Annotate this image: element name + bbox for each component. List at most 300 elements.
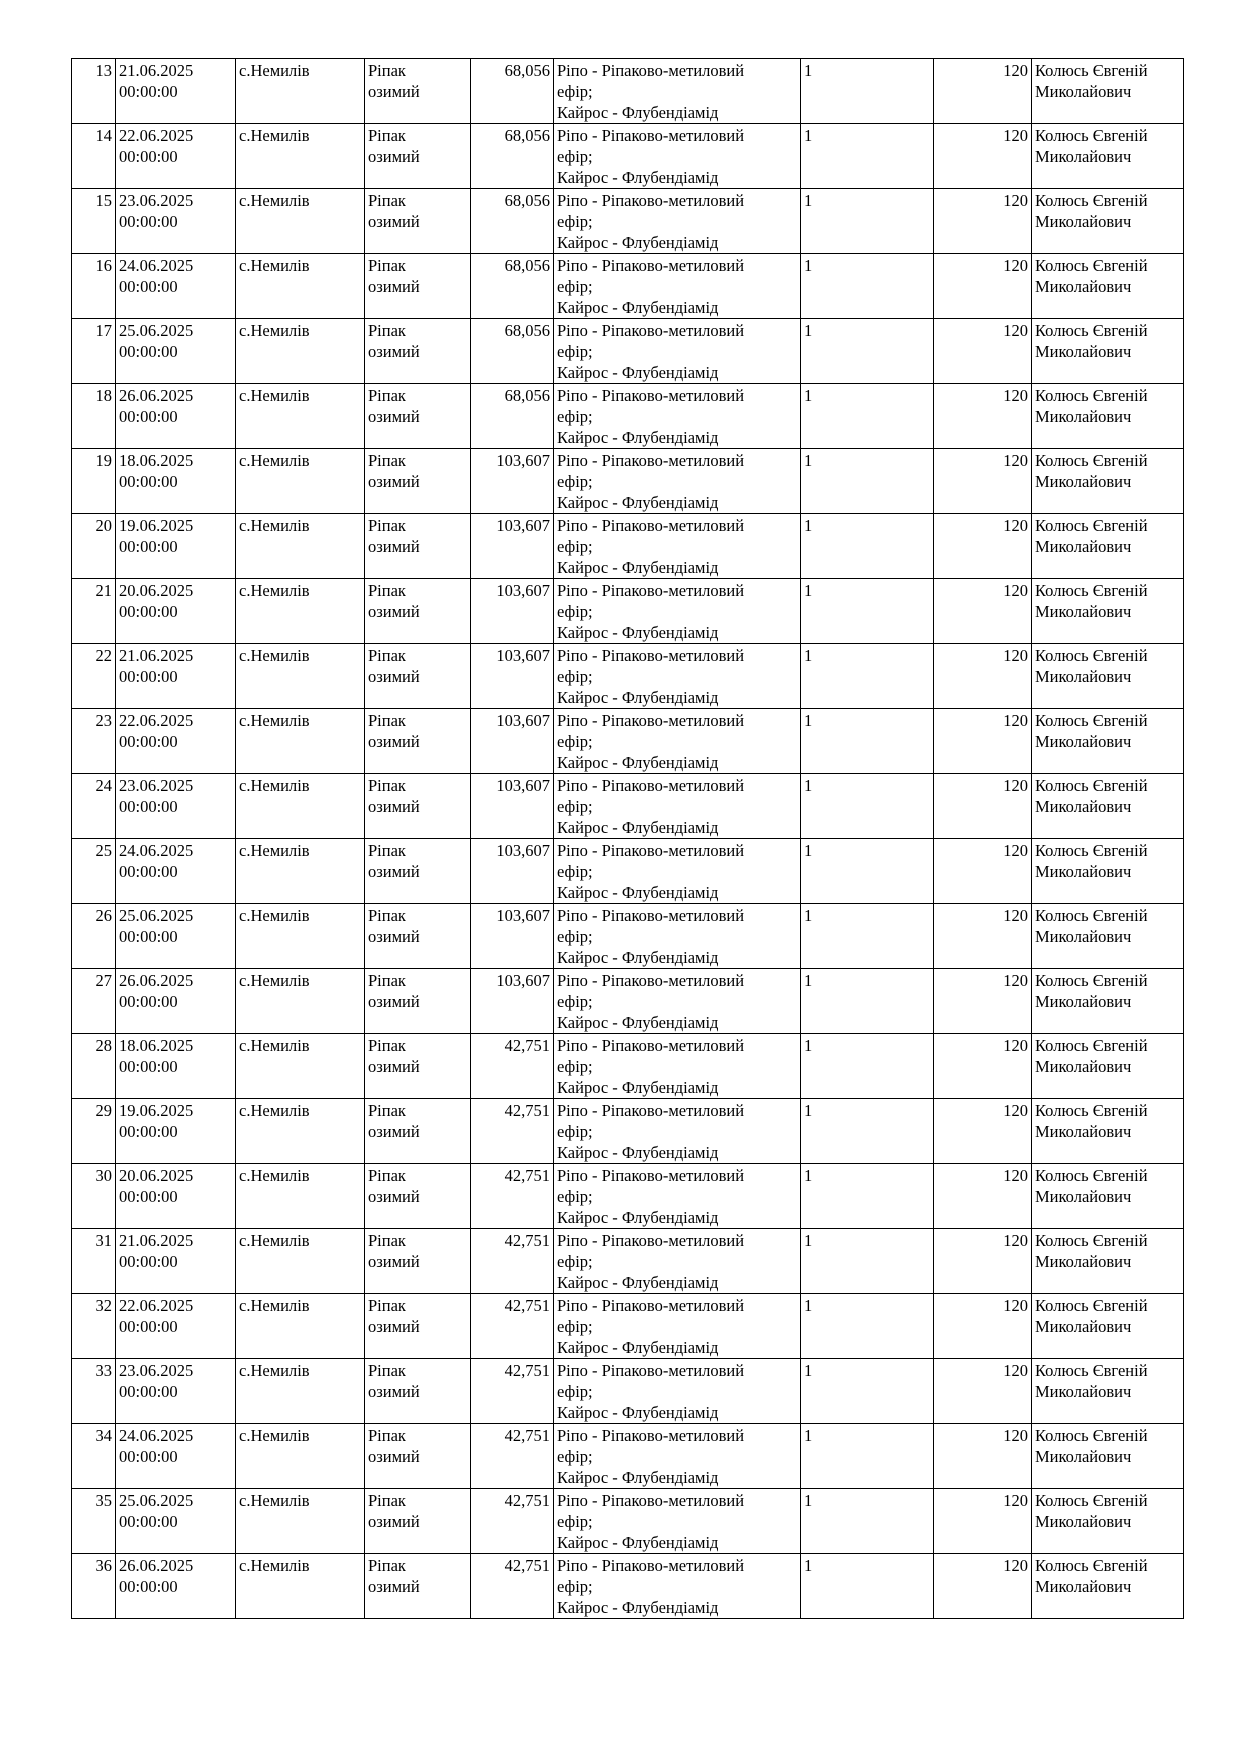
time-text: 00:00:00 xyxy=(119,862,178,881)
time-text: 00:00:00 xyxy=(119,992,178,1011)
preparation-line: ефір; xyxy=(557,277,593,296)
responsible-name: Колюсь Євгеній xyxy=(1035,126,1148,145)
quantity-cell xyxy=(801,709,934,774)
responsible-cell xyxy=(1032,189,1184,254)
preparation-line: ефір; xyxy=(557,1122,593,1141)
crop-cell xyxy=(365,1489,471,1554)
village-text: с.Немилів xyxy=(239,841,310,860)
village-cell xyxy=(236,189,365,254)
row-number-cell xyxy=(72,1294,116,1359)
time-text: 00:00:00 xyxy=(119,1187,178,1206)
date-text: 20.06.2025 xyxy=(119,1166,194,1185)
row-number-cell xyxy=(72,1359,116,1424)
quantity-value: 1 xyxy=(804,516,813,535)
crop-type: озимий xyxy=(368,667,420,686)
preparation-line: Кайрос - Флубендіамід xyxy=(557,1533,719,1552)
time-text: 00:00:00 xyxy=(119,927,178,946)
responsible-name: Колюсь Євгеній xyxy=(1035,776,1148,795)
time-text: 00:00:00 xyxy=(119,1447,178,1466)
preparation-line: Кайрос - Флубендіамід xyxy=(557,363,719,382)
row-number: 34 xyxy=(95,1426,112,1445)
preparation-line: Кайрос - Флубендіамід xyxy=(557,233,719,252)
table-row xyxy=(72,449,1184,514)
responsible-name: Колюсь Євгеній xyxy=(1035,191,1148,210)
responsible-patronymic: Миколайович xyxy=(1035,407,1132,426)
preparation-cell xyxy=(554,1099,801,1164)
row-number-cell xyxy=(72,644,116,709)
area-value: 103,607 xyxy=(496,646,550,665)
responsible-cell xyxy=(1032,904,1184,969)
preparation-line: Кайрос - Флубендіамід xyxy=(557,1598,719,1617)
preparation-line: ефір; xyxy=(557,472,593,491)
responsible-name: Колюсь Євгеній xyxy=(1035,1296,1148,1315)
table-row xyxy=(72,1164,1184,1229)
row-number: 32 xyxy=(95,1296,112,1315)
date-text: 19.06.2025 xyxy=(119,1101,194,1120)
date-text: 23.06.2025 xyxy=(119,191,194,210)
quantity-cell xyxy=(801,1034,934,1099)
date-text: 19.06.2025 xyxy=(119,516,194,535)
date-text: 24.06.2025 xyxy=(119,256,194,275)
village-text: с.Немилів xyxy=(239,1556,310,1575)
crop-name: Ріпак xyxy=(368,906,406,925)
responsible-patronymic: Миколайович xyxy=(1035,1382,1132,1401)
table-row xyxy=(72,189,1184,254)
quantity-cell xyxy=(801,969,934,1034)
responsible-name: Колюсь Євгеній xyxy=(1035,581,1148,600)
preparation-cell xyxy=(554,1294,801,1359)
area-cell xyxy=(471,514,554,579)
preparation-line: ефір; xyxy=(557,862,593,881)
table-row xyxy=(72,1554,1184,1619)
rate-cell xyxy=(934,1294,1032,1359)
crop-name: Ріпак xyxy=(368,451,406,470)
preparation-line: ефір; xyxy=(557,797,593,816)
crop-type: озимий xyxy=(368,407,420,426)
responsible-name: Колюсь Євгеній xyxy=(1035,386,1148,405)
responsible-name: Колюсь Євгеній xyxy=(1035,256,1148,275)
crop-name: Ріпак xyxy=(368,126,406,145)
quantity-value: 1 xyxy=(804,1491,813,1510)
table-row xyxy=(72,1229,1184,1294)
quantity-cell xyxy=(801,839,934,904)
crop-type: озимий xyxy=(368,1187,420,1206)
responsible-name: Колюсь Євгеній xyxy=(1035,451,1148,470)
quantity-cell xyxy=(801,1554,934,1619)
quantity-value: 1 xyxy=(804,841,813,860)
village-text: с.Немилів xyxy=(239,906,310,925)
row-number: 30 xyxy=(95,1166,112,1185)
date-cell xyxy=(116,839,236,904)
crop-cell xyxy=(365,1099,471,1164)
crop-type: озимий xyxy=(368,927,420,946)
date-text: 21.06.2025 xyxy=(119,1231,194,1250)
row-number: 26 xyxy=(95,906,112,925)
date-text: 22.06.2025 xyxy=(119,1296,194,1315)
area-value: 68,056 xyxy=(504,386,550,405)
area-cell xyxy=(471,1099,554,1164)
village-cell xyxy=(236,514,365,579)
rate-value: 120 xyxy=(1003,711,1028,730)
area-cell xyxy=(471,1424,554,1489)
quantity-value: 1 xyxy=(804,1426,813,1445)
rate-value: 120 xyxy=(1003,971,1028,990)
preparation-line: ефір; xyxy=(557,1382,593,1401)
date-text: 23.06.2025 xyxy=(119,1361,194,1380)
row-number: 16 xyxy=(95,256,112,275)
village-cell xyxy=(236,384,365,449)
preparation-cell xyxy=(554,1034,801,1099)
village-cell xyxy=(236,709,365,774)
crop-name: Ріпак xyxy=(368,191,406,210)
area-cell xyxy=(471,1164,554,1229)
row-number: 23 xyxy=(95,711,112,730)
responsible-cell xyxy=(1032,1164,1184,1229)
crop-name: Ріпак xyxy=(368,711,406,730)
date-cell xyxy=(116,1424,236,1489)
row-number-cell xyxy=(72,189,116,254)
area-cell xyxy=(471,1554,554,1619)
area-value: 42,751 xyxy=(504,1166,550,1185)
responsible-name: Колюсь Євгеній xyxy=(1035,711,1148,730)
preparation-line: Ріпо - Ріпаково-метиловий xyxy=(557,1296,745,1315)
date-cell xyxy=(116,384,236,449)
quantity-cell xyxy=(801,774,934,839)
rate-cell xyxy=(934,384,1032,449)
area-cell xyxy=(471,709,554,774)
rate-value: 120 xyxy=(1003,386,1028,405)
row-number-cell xyxy=(72,254,116,319)
area-cell xyxy=(471,384,554,449)
row-number-cell xyxy=(72,319,116,384)
date-text: 22.06.2025 xyxy=(119,711,194,730)
preparation-cell xyxy=(554,644,801,709)
preparation-cell xyxy=(554,1359,801,1424)
village-cell xyxy=(236,1099,365,1164)
area-value: 103,607 xyxy=(496,581,550,600)
rate-cell xyxy=(934,189,1032,254)
responsible-name: Колюсь Євгеній xyxy=(1035,1166,1148,1185)
preparation-line: Кайрос - Флубендіамід xyxy=(557,1078,719,1097)
village-text: с.Немилів xyxy=(239,1231,310,1250)
village-text: с.Немилів xyxy=(239,711,310,730)
preparation-line: ефір; xyxy=(557,732,593,751)
crop-type: озимий xyxy=(368,1057,420,1076)
preparation-cell xyxy=(554,839,801,904)
preparation-line: Ріпо - Ріпаково-метиловий xyxy=(557,1361,745,1380)
responsible-patronymic: Миколайович xyxy=(1035,862,1132,881)
row-number: 18 xyxy=(95,386,112,405)
responsible-name: Колюсь Євгеній xyxy=(1035,1361,1148,1380)
preparation-line: Ріпо - Ріпаково-метиловий xyxy=(557,126,745,145)
village-text: с.Немилів xyxy=(239,1361,310,1380)
responsible-cell xyxy=(1032,1099,1184,1164)
row-number: 13 xyxy=(95,61,112,80)
village-text: с.Немилів xyxy=(239,971,310,990)
date-cell xyxy=(116,1229,236,1294)
crop-name: Ріпак xyxy=(368,581,406,600)
rate-cell xyxy=(934,904,1032,969)
preparation-cell xyxy=(554,904,801,969)
date-text: 25.06.2025 xyxy=(119,906,194,925)
quantity-cell xyxy=(801,1359,934,1424)
preparation-line: Ріпо - Ріпаково-метиловий xyxy=(557,321,745,340)
time-text: 00:00:00 xyxy=(119,82,178,101)
village-text: с.Немилів xyxy=(239,1296,310,1315)
village-text: с.Немилів xyxy=(239,776,310,795)
row-number-cell xyxy=(72,969,116,1034)
area-value: 42,751 xyxy=(504,1101,550,1120)
table-row xyxy=(72,774,1184,839)
time-text: 00:00:00 xyxy=(119,667,178,686)
row-number: 25 xyxy=(95,841,112,860)
table-body xyxy=(72,59,1184,1619)
responsible-cell xyxy=(1032,1229,1184,1294)
rate-value: 120 xyxy=(1003,1166,1028,1185)
area-value: 103,607 xyxy=(496,776,550,795)
responsible-cell xyxy=(1032,1034,1184,1099)
responsible-patronymic: Миколайович xyxy=(1035,472,1132,491)
time-text: 00:00:00 xyxy=(119,1122,178,1141)
crop-name: Ріпак xyxy=(368,971,406,990)
preparation-line: Ріпо - Ріпаково-метиловий xyxy=(557,1166,745,1185)
crop-name: Ріпак xyxy=(368,776,406,795)
crop-type: озимий xyxy=(368,212,420,231)
date-cell xyxy=(116,969,236,1034)
area-value: 103,607 xyxy=(496,841,550,860)
responsible-cell xyxy=(1032,384,1184,449)
quantity-value: 1 xyxy=(804,1556,813,1575)
rate-cell xyxy=(934,124,1032,189)
row-number: 24 xyxy=(95,776,112,795)
responsible-cell xyxy=(1032,449,1184,514)
quantity-cell xyxy=(801,384,934,449)
responsible-name: Колюсь Євгеній xyxy=(1035,971,1148,990)
responsible-patronymic: Миколайович xyxy=(1035,797,1132,816)
crop-cell xyxy=(365,579,471,644)
preparation-cell xyxy=(554,969,801,1034)
crop-type: озимий xyxy=(368,472,420,491)
preparation-line: Ріпо - Ріпаково-метиловий xyxy=(557,516,745,535)
village-text: с.Немилів xyxy=(239,581,310,600)
responsible-name: Колюсь Євгеній xyxy=(1035,1101,1148,1120)
preparation-line: Ріпо - Ріпаково-метиловий xyxy=(557,841,745,860)
date-cell xyxy=(116,449,236,514)
preparation-cell xyxy=(554,449,801,514)
preparation-cell xyxy=(554,319,801,384)
row-number-cell xyxy=(72,1424,116,1489)
preparation-cell xyxy=(554,189,801,254)
preparation-line: Кайрос - Флубендіамід xyxy=(557,103,719,122)
row-number-cell xyxy=(72,774,116,839)
rate-value: 120 xyxy=(1003,1296,1028,1315)
village-text: с.Немилів xyxy=(239,516,310,535)
quantity-cell xyxy=(801,124,934,189)
crop-cell xyxy=(365,1424,471,1489)
row-number: 21 xyxy=(95,581,112,600)
quantity-value: 1 xyxy=(804,711,813,730)
date-text: 22.06.2025 xyxy=(119,126,194,145)
table-row xyxy=(72,254,1184,319)
area-cell xyxy=(471,969,554,1034)
preparation-line: ефір; xyxy=(557,1252,593,1271)
row-number-cell xyxy=(72,1034,116,1099)
date-text: 24.06.2025 xyxy=(119,1426,194,1445)
time-text: 00:00:00 xyxy=(119,602,178,621)
quantity-cell xyxy=(801,514,934,579)
quantity-value: 1 xyxy=(804,386,813,405)
rate-value: 120 xyxy=(1003,126,1028,145)
treatment-table xyxy=(71,58,1184,1619)
date-cell xyxy=(116,644,236,709)
village-cell xyxy=(236,1294,365,1359)
date-text: 24.06.2025 xyxy=(119,841,194,860)
quantity-cell xyxy=(801,1164,934,1229)
rate-cell xyxy=(934,1554,1032,1619)
village-cell xyxy=(236,904,365,969)
preparation-line: Кайрос - Флубендіамід xyxy=(557,1273,719,1292)
crop-cell xyxy=(365,124,471,189)
area-cell xyxy=(471,1294,554,1359)
rate-value: 120 xyxy=(1003,516,1028,535)
time-text: 00:00:00 xyxy=(119,147,178,166)
date-text: 26.06.2025 xyxy=(119,971,194,990)
date-cell xyxy=(116,1554,236,1619)
crop-cell xyxy=(365,384,471,449)
rate-value: 120 xyxy=(1003,776,1028,795)
date-text: 26.06.2025 xyxy=(119,386,194,405)
village-text: с.Немилів xyxy=(239,646,310,665)
row-number-cell xyxy=(72,449,116,514)
row-number-cell xyxy=(72,1489,116,1554)
crop-name: Ріпак xyxy=(368,1166,406,1185)
rate-cell xyxy=(934,709,1032,774)
preparation-line: Кайрос - Флубендіамід xyxy=(557,883,719,902)
row-number-cell xyxy=(72,1099,116,1164)
row-number: 22 xyxy=(95,646,112,665)
village-cell xyxy=(236,449,365,514)
quantity-value: 1 xyxy=(804,321,813,340)
responsible-patronymic: Миколайович xyxy=(1035,1187,1132,1206)
rate-value: 120 xyxy=(1003,1231,1028,1250)
responsible-cell xyxy=(1032,1359,1184,1424)
responsible-patronymic: Миколайович xyxy=(1035,342,1132,361)
village-cell xyxy=(236,1034,365,1099)
village-cell xyxy=(236,1229,365,1294)
responsible-patronymic: Миколайович xyxy=(1035,82,1132,101)
responsible-cell xyxy=(1032,969,1184,1034)
responsible-patronymic: Миколайович xyxy=(1035,537,1132,556)
village-cell xyxy=(236,774,365,839)
responsible-cell xyxy=(1032,319,1184,384)
rate-value: 120 xyxy=(1003,841,1028,860)
crop-type: озимий xyxy=(368,1447,420,1466)
preparation-line: Кайрос - Флубендіамід xyxy=(557,1143,719,1162)
crop-type: озимий xyxy=(368,602,420,621)
preparation-line: ефір; xyxy=(557,1187,593,1206)
date-text: 23.06.2025 xyxy=(119,776,194,795)
rate-cell xyxy=(934,319,1032,384)
village-cell xyxy=(236,319,365,384)
table-row xyxy=(72,969,1184,1034)
crop-cell xyxy=(365,1229,471,1294)
crop-cell xyxy=(365,969,471,1034)
crop-type: озимий xyxy=(368,1317,420,1336)
preparation-cell xyxy=(554,1424,801,1489)
preparation-line: Кайрос - Флубендіамід xyxy=(557,688,719,707)
table-row xyxy=(72,59,1184,124)
date-cell xyxy=(116,124,236,189)
responsible-cell xyxy=(1032,1489,1184,1554)
area-cell xyxy=(471,904,554,969)
village-cell xyxy=(236,1554,365,1619)
crop-type: озимий xyxy=(368,1512,420,1531)
quantity-cell xyxy=(801,1099,934,1164)
crop-type: озимий xyxy=(368,732,420,751)
quantity-cell xyxy=(801,579,934,644)
preparation-line: ефір; xyxy=(557,1317,593,1336)
time-text: 00:00:00 xyxy=(119,1512,178,1531)
table-row xyxy=(72,1034,1184,1099)
responsible-patronymic: Миколайович xyxy=(1035,1317,1132,1336)
preparation-line: Кайрос - Флубендіамід xyxy=(557,1468,719,1487)
preparation-line: Кайрос - Флубендіамід xyxy=(557,493,719,512)
crop-type: озимий xyxy=(368,342,420,361)
preparation-line: Ріпо - Ріпаково-метиловий xyxy=(557,711,745,730)
preparation-cell xyxy=(554,774,801,839)
quantity-cell xyxy=(801,644,934,709)
rate-cell xyxy=(934,1099,1032,1164)
responsible-patronymic: Миколайович xyxy=(1035,732,1132,751)
rate-value: 120 xyxy=(1003,1556,1028,1575)
crop-cell xyxy=(365,449,471,514)
time-text: 00:00:00 xyxy=(119,472,178,491)
crop-type: озимий xyxy=(368,1382,420,1401)
preparation-line: ефір; xyxy=(557,992,593,1011)
table-row xyxy=(72,319,1184,384)
quantity-value: 1 xyxy=(804,191,813,210)
area-value: 68,056 xyxy=(504,256,550,275)
rate-value: 120 xyxy=(1003,451,1028,470)
table-row xyxy=(72,1294,1184,1359)
crop-name: Ріпак xyxy=(368,1491,406,1510)
date-cell xyxy=(116,254,236,319)
village-text: с.Немилів xyxy=(239,191,310,210)
date-cell xyxy=(116,514,236,579)
time-text: 00:00:00 xyxy=(119,342,178,361)
responsible-patronymic: Миколайович xyxy=(1035,667,1132,686)
crop-cell xyxy=(365,1034,471,1099)
date-cell xyxy=(116,709,236,774)
quantity-value: 1 xyxy=(804,256,813,275)
quantity-value: 1 xyxy=(804,1231,813,1250)
crop-cell xyxy=(365,59,471,124)
crop-name: Ріпак xyxy=(368,841,406,860)
time-text: 00:00:00 xyxy=(119,277,178,296)
date-text: 25.06.2025 xyxy=(119,321,194,340)
rate-value: 120 xyxy=(1003,191,1028,210)
rate-value: 120 xyxy=(1003,61,1028,80)
quantity-cell xyxy=(801,449,934,514)
crop-name: Ріпак xyxy=(368,256,406,275)
preparation-line: Ріпо - Ріпаково-метиловий xyxy=(557,451,745,470)
date-text: 25.06.2025 xyxy=(119,1491,194,1510)
responsible-cell xyxy=(1032,1554,1184,1619)
rate-value: 120 xyxy=(1003,1426,1028,1445)
village-text: с.Немилів xyxy=(239,126,310,145)
rate-cell xyxy=(934,514,1032,579)
responsible-patronymic: Миколайович xyxy=(1035,1057,1132,1076)
